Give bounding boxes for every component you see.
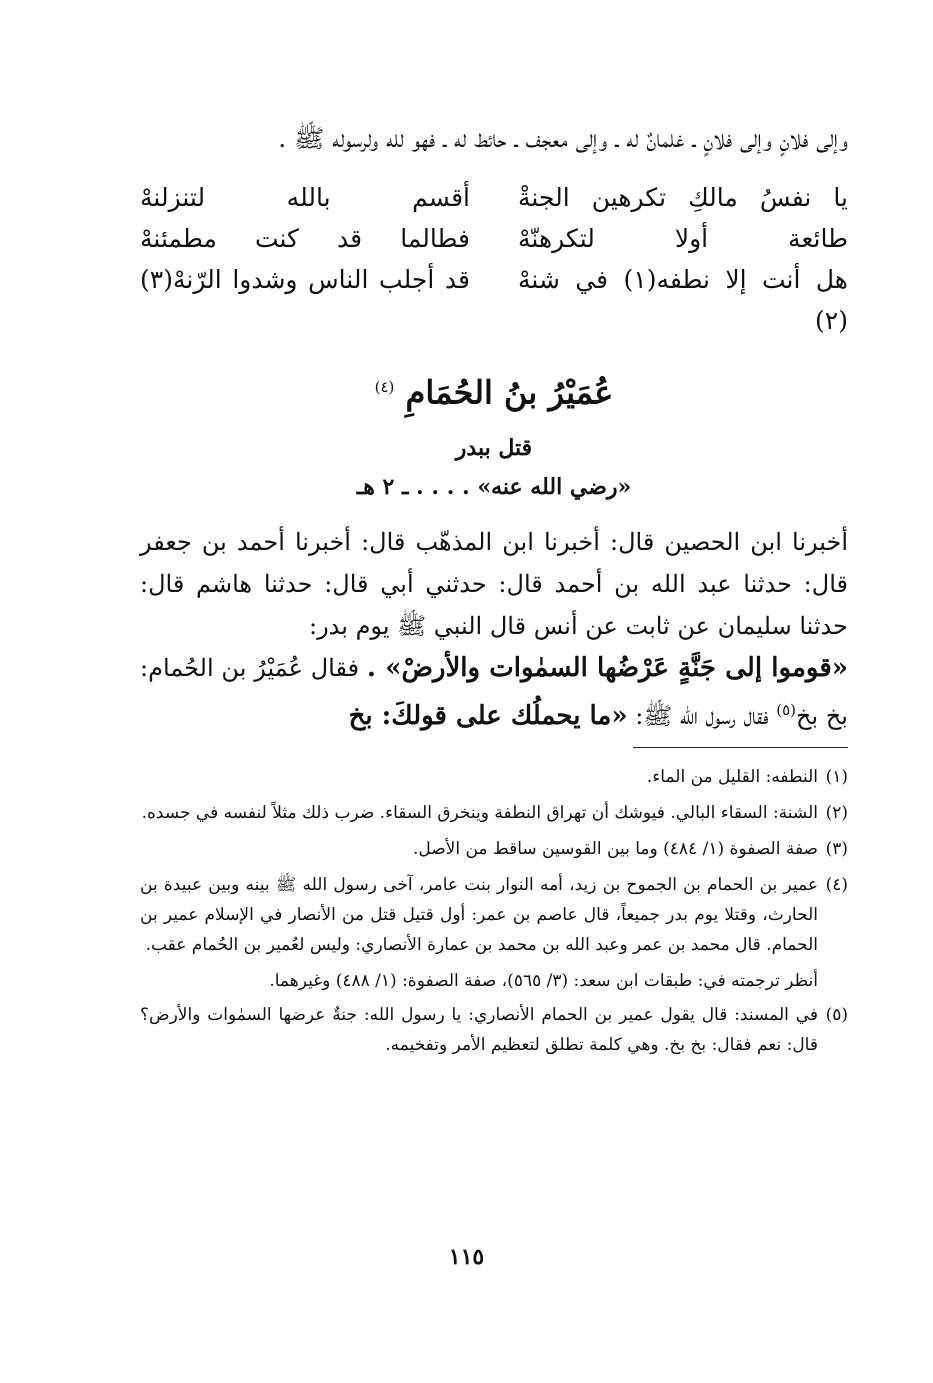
body-paragraph: أخبرنا ابن الحصين قال: أخبرنا ابن المذهّب قال: أخبرنا أحمد بن جعفر قال: حدثنا عبد الله بن أحمد قال: حدثني أبي قال: حدثنا هاشم قال: حدثنا سليمان عن ثابت عن أنس قال النبي ﷺ يوم بدر:: [140, 527, 849, 640]
poem-first-hemistich: يا نفسُ مالكِ تكرهين الجنةْ: [518, 183, 848, 212]
footnote-text: في المسند: قال يقول عمير بن الحمام الأنصاري: يا رسول الله: جنةٌ عرضها السمٰوات والأرض؟قال: نعم فقال: بخ بخ. وهي كلمة تطلق لتعظيم الأمر وتفخيمه.: [140, 1004, 818, 1055]
footnote: [140, 762, 848, 792]
hadith-quote: «ما يحملُك على قولكَ: بخ: [348, 700, 628, 731]
poem-second-hemistich: قد أجلب الناس وشدوا الرّنهْ(٣): [140, 265, 470, 294]
poem-verse: [140, 259, 848, 341]
footnote: [140, 1000, 848, 1060]
poem-second-hemistich: فطالما قد كنت مطمئنهْ: [140, 224, 470, 253]
body-paragraph: [140, 647, 848, 737]
footnote: [140, 798, 848, 828]
hadith-quote: «قوموا إلى جَنَّةٍ عَرْضُها السمٰوات والأرضْ» .: [366, 652, 848, 683]
footnotes: [140, 762, 848, 1060]
footnote: [140, 834, 848, 864]
section-subtitle: قتل ببدر: [455, 434, 533, 461]
poem: [140, 177, 848, 341]
footnote-ref: (٥): [776, 700, 797, 719]
section-title-text: عُمَيْرُ بنُ الحُمَامِ: [405, 373, 614, 412]
footnote-continuation: أنظر ترجمته في: طبقات ابن سعد: (٣/ ٥٦٥)، صفة الصفوة: (١/ ٤٨٨) وغيرهما.: [269, 970, 818, 991]
body-text: [140, 521, 848, 737]
section-title: [140, 363, 848, 417]
section-dates: «رضي الله عنه» . . . . ـ ٢ هـ: [356, 473, 632, 500]
intro-paragraph: وإلى فلانٍ وإلى فلانٍ ـ غلمانٌ له ـ وإلى معجف ـ حائط له ـ فهو لله ولرسوله ﷺ .: [278, 124, 848, 153]
footnote-number: (٥): [825, 1004, 848, 1025]
footnote: [140, 870, 848, 960]
body-text-span: فقال رسول الله ﷺ:: [627, 701, 777, 730]
poem-first-hemistich: طائعة أولا لتكرهنّهْ: [518, 224, 848, 253]
footnote-number: (١): [825, 766, 848, 787]
poem-first-hemistich: هل أنت إلا نطفه(١) في شنهْ (٢): [518, 265, 848, 335]
page-number: ١١٥: [448, 1244, 485, 1270]
poem-verse: [140, 177, 848, 218]
footnote-divider: [633, 747, 848, 748]
poem-verse: [140, 218, 848, 259]
footnote-text: صفة الصفوة (١/ ٤٨٤) وما بين القوسين ساقط من الأصل.: [412, 838, 818, 859]
page-content: [140, 118, 848, 1066]
footnote-text: عمير بن الحمام بن الجموح بن زيد، أمه النوار بنت عامر، آخى رسول الله ﷺ بينه وبين عبيدة بن الحارث، وقتلا يوم بدر جميعاً، قال عاصم بن عمر: أول قتيل قتل من الأنصار في الإسلام عمير بن الحمام. قال محمد بن عمر وعبد الله بن محمد بن عمارة الأنصاري: وليس لعُمير بن الحُمام عقب.: [140, 874, 818, 955]
footnote-number: (٤): [825, 874, 848, 895]
poem-second-hemistich: أقسم بالله لتنزلنهْ: [140, 183, 470, 212]
footnote-text: الشنة: السقاء البالي. فيوشك أن تهراق النطفة وينخرق السقاء. ضرب ذلك مثلاً لنفسه في جسده.: [141, 802, 818, 823]
body-text-span: فقال عُمَيْرُ بن الحُمام: بخ بخ: [140, 653, 848, 730]
footnote-number: (٣): [825, 838, 848, 859]
footnote-ref: (٤): [374, 378, 395, 396]
footnote-number: (٢): [825, 802, 848, 823]
footnote-text: النطفه: القليل من الماء.: [646, 766, 818, 787]
